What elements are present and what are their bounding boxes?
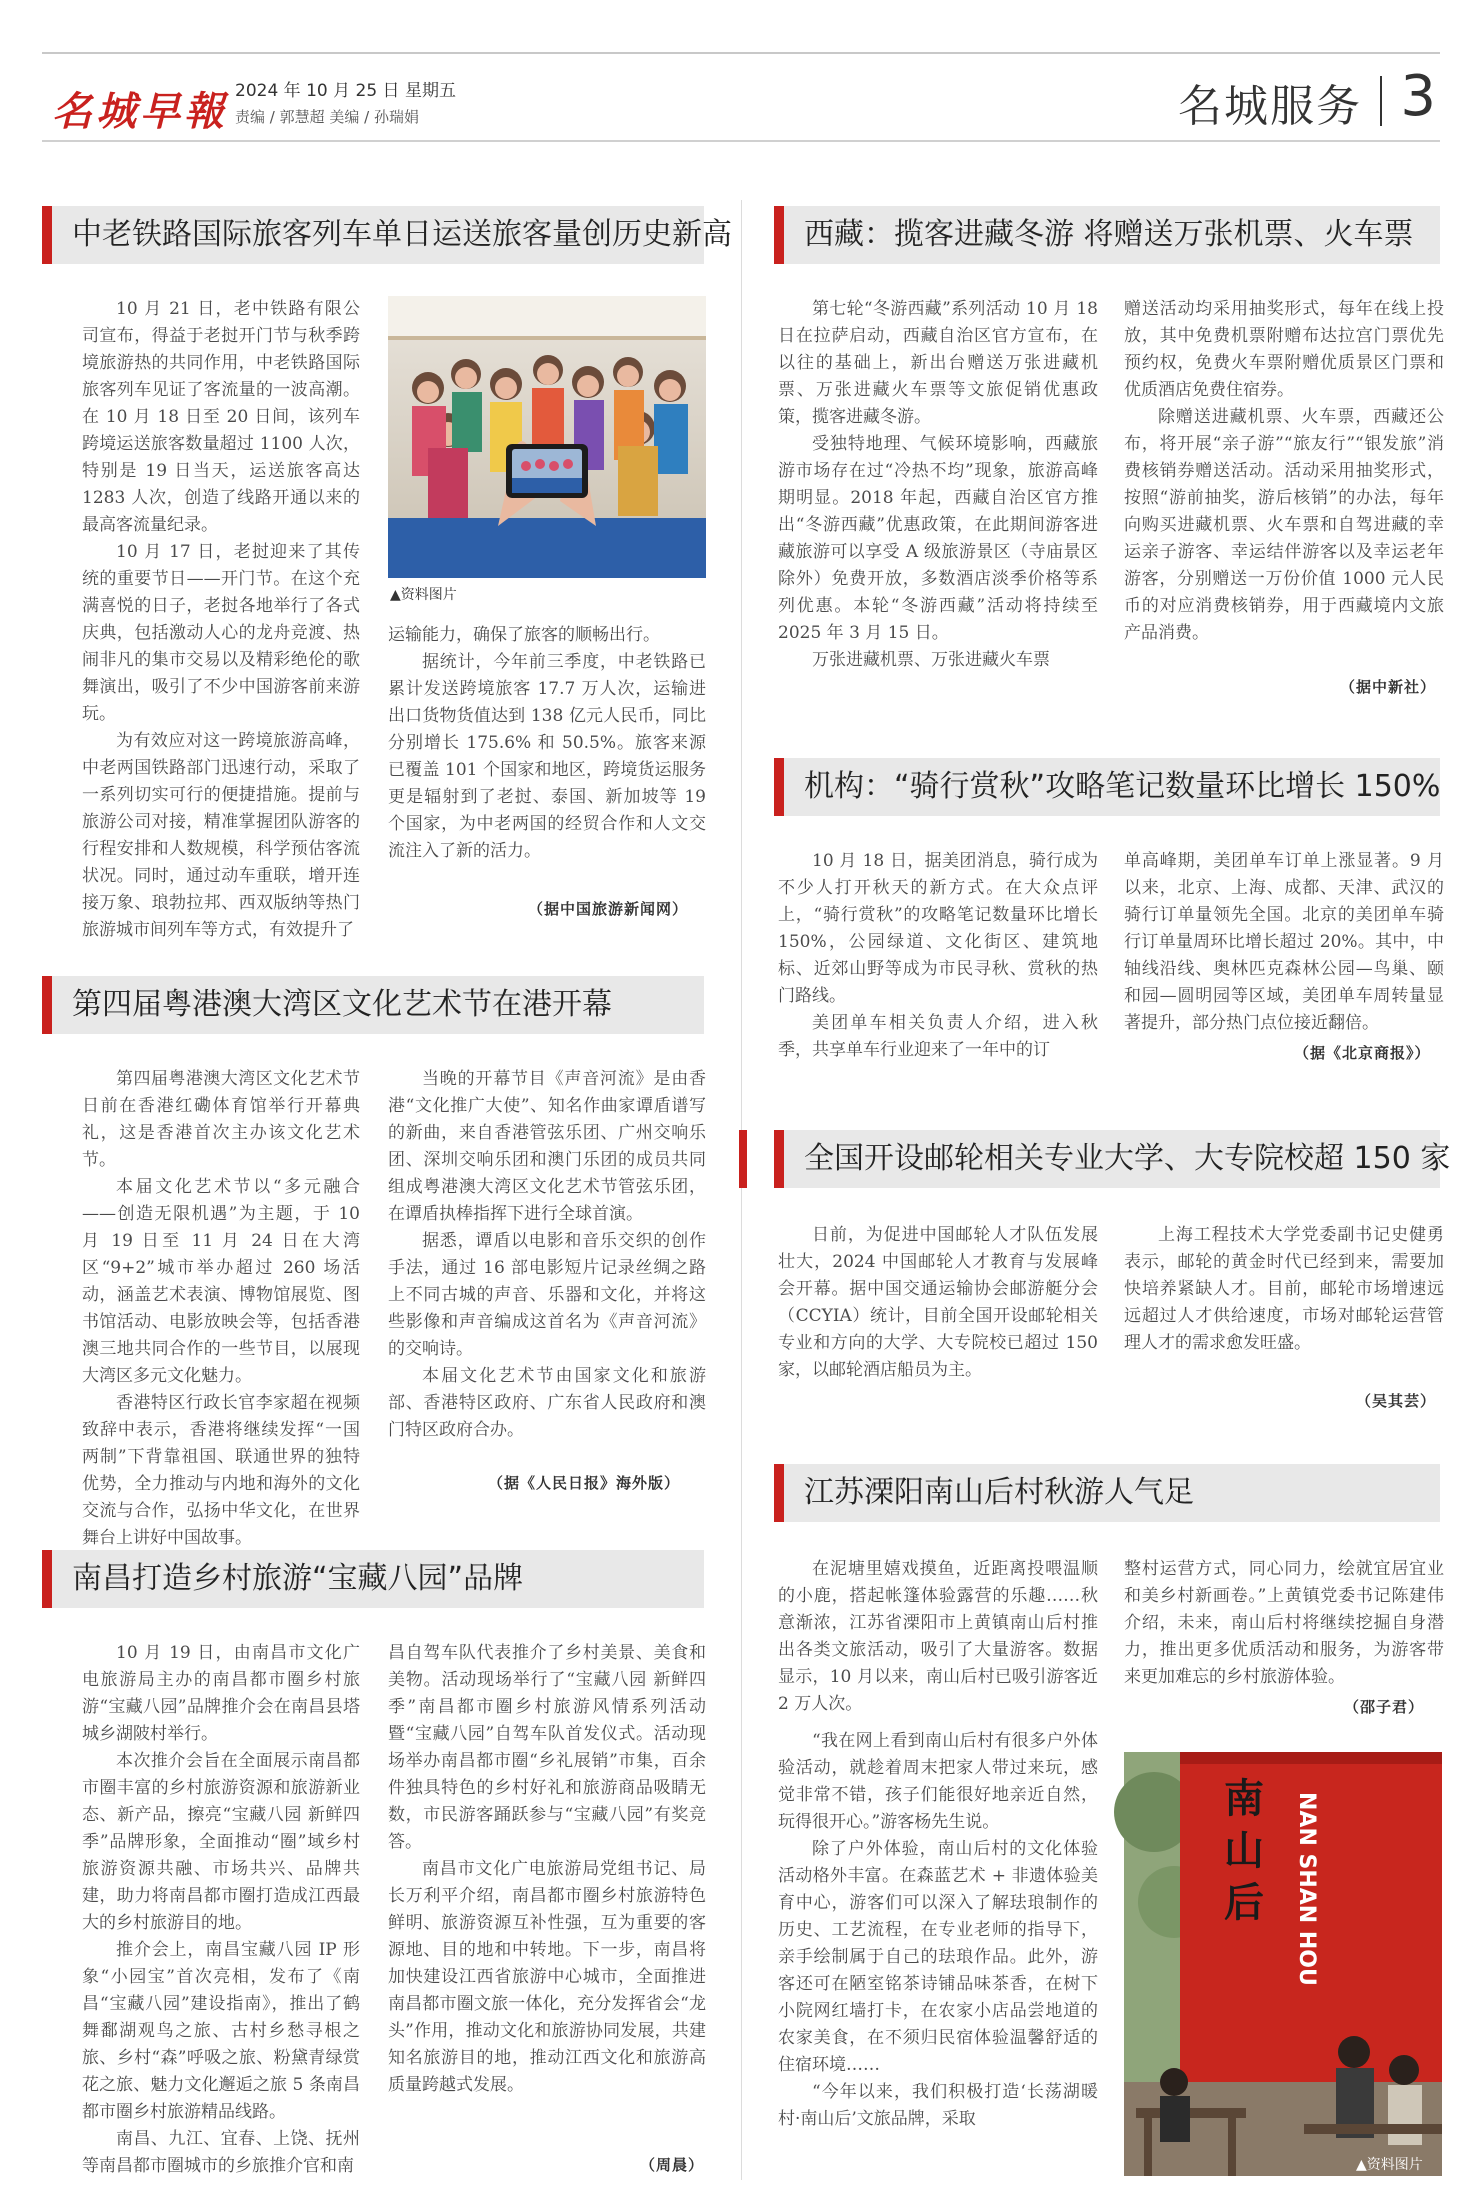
article3-col1: [82, 1640, 360, 2180]
paragraph: 本届文化艺术节以“多元融合——创造无限机遇”为主题，于 10 月 19 日至 11 月 24 日在大湾区“9+2”城市举办超过 260 场活动，涵盖艺术表演、博物馆展览、图书馆活动、电影放映会等，包括香港澳三地共同合作的一些节目，以展现大湾区多元文化魅力。: [82, 1177, 360, 1386]
photo-sign-text-3: 后: [1224, 1879, 1264, 1926]
paragraph: 10 月 21 日，老中铁路有限公司宣布，得益于老挝开门节与秋季跨境旅游热的共同作用，中老铁路国际旅客列车见证了客流量的一波高潮。在 10 月 18 日至 20 日间，该列车跨境运送旅客数量超过 1100 人次，特别是 19 日当天，运送旅客高达 1283 人次，创造了线路开通以来的最高客流量纪录。: [82, 299, 360, 535]
divider-accent-mark: [739, 1130, 747, 1188]
article3-headline: 南昌打造乡村旅游“宝藏八园”品牌: [42, 1550, 704, 1608]
paragraph: 10 月 18 日，据美团消息，骑行成为不少人打开秋天的新方式。在大众点评上，“骑行赏秋”的攻略笔记数量环比增长 150%，公园绿道、文化街区、建筑地标、近郊山野等成为市民寻秋、赏秋的热门路线。: [778, 851, 1098, 1006]
paragraph: 单高峰期，美团单车订单上涨显著。9 月以来，北京、上海、成都、天津、武汉的骑行订单量领先全国。北京的美团单车骑行订单量周环比增长超过 20%。其中，中轴线沿线、奥林匹克森林公园—鸟巢、颐和园—圆明园等区域，美团单车周转量显著提升，部分热门点位接近翻倍。: [1124, 851, 1444, 1033]
paragraph: 除赠送进藏机票、火车票，西藏还公布，将开展“亲子游”“旅友行”“银发旅”消费核销券赠送活动。活动采用抽奖形式，按照“游前抽奖，游后核销”的办法，每年向购买进藏机票、火车票和自驾进藏的幸运亲子游客、幸运结伴游客以及幸运老年游客，分别赠送一万份价值 1000 元人民币的对应消费核销券，用于西藏境内文旅产品消费。: [1124, 407, 1444, 643]
photo-sign-text-2: 山: [1224, 1827, 1264, 1874]
article5-source: （据《北京商报》）: [1294, 1044, 1431, 1062]
paragraph: 当晚的开幕节目《声音河流》是由香港“文化推广大使”、知名作曲家谭盾谱写的新曲，来自香港管弦乐团、广州交响乐团、深圳交响乐团和澳门乐团的成员共同组成粤港澳大湾区文化艺术节管弦乐团，在谭盾执棒指挥下进行全球首演。: [388, 1069, 706, 1224]
paragraph: 整村运营方式，同心同力，绘就宜居宜业和美乡村新画卷。”上黄镇党委书记陈建伟介绍，未来，南山后村将继续挖掘自身潜力，推出更多优质活动和服务，为游客带来更加难忘的乡村旅游体验。: [1124, 1559, 1444, 1687]
article6-col2: [1124, 1222, 1444, 1384]
paragraph: 南昌市文化广电旅游局党组书记、局长万利平介绍，南昌都市圈乡村旅游特色鲜明、旅游资源互补性强，互为重要的客源地、目的地和中转地。下一步，南昌将加快建设江西省旅游中心城市，全面推进南昌都市圈文旅一体化，充分发挥省会“龙头”作用，推动文化和旅游协同发展，共建知名旅游目的地，推动江西文化和旅游高质量跨越式发展。: [388, 1859, 706, 2095]
paragraph: 万张进藏机票、万张进藏火车票: [812, 650, 1050, 670]
article4-headline: 西藏：揽客进藏冬游 将赠送万张机票、火车票: [774, 206, 1440, 264]
column-divider: [741, 200, 742, 2180]
paragraph: 在泥塘里嬉戏摸鱼，近距离投喂温顺的小鹿，搭起帐篷体验露营的乐趣……秋意渐浓，江苏省溧阳市上黄镇南山后村推出各类文旅活动，吸引了大量游客。数据显示，10 月以来，南山后村已吸引游客近 2 万人次。: [778, 1559, 1098, 1714]
paragraph: “今年以来，我们积极打造‘长荡湖暖村·南山后’文旅品牌，采取: [778, 2082, 1098, 2129]
paragraph: 第四届粤港澳大湾区文化艺术节日前在香港红磡体育馆举行开幕典礼，这是香港首次主办该文化艺术节。: [82, 1069, 360, 1170]
paragraph: 10 月 19 日，由南昌市文化广电旅游局主办的南昌都市圈乡村旅游“宝藏八园”品牌推介会在南昌县塔城乡湖陂村举行。: [82, 1643, 360, 1744]
article7-col1b: [778, 1728, 1098, 2184]
paragraph: 为有效应对这一跨境旅游高峰，中老两国铁路部门迅速行动，采取了一系列切实可行的便捷措施。提前与旅游公司对接，精准掌握团队游客的行程安排和人数规模，科学预估客流状况。同时，通过动车重联，增开连接万象、琅勃拉邦、西双版纳等热门旅游城市间列车等方式，有效提升了: [82, 731, 360, 940]
paragraph: 南昌、九江、宜春、上饶、抚州等南昌都市圈城市的乡旅推介官和南: [82, 2129, 360, 2176]
photo-sign-text-1: 南: [1224, 1775, 1264, 1822]
page-number: 3: [1400, 64, 1436, 129]
paragraph: 上海工程技术大学党委副书记史健勇表示，邮轮的黄金时代已经到来，需要加快培养紧缺人才。目前，邮轮市场增速远远超过人才供给速度，市场对邮轮运营管理人才的需求愈发旺盛。: [1124, 1225, 1444, 1353]
paragraph: 赠送活动均采用抽奖形式，每年在线上投放，其中免费机票附赠布达拉宫门票优先预约权，免费火车票附赠优质景区门票和优质酒店免费住宿券。: [1124, 299, 1444, 400]
article1-headline: 中老铁路国际旅客列车单日运送旅客量创历史新高: [42, 206, 704, 264]
issue-date: 2024 年 10 月 25 日 星期五: [235, 81, 456, 101]
article3-source: （周晨）: [640, 2156, 705, 2174]
article1-photo-caption: ▲资料图片: [390, 587, 457, 603]
article2-source: （据《人民日报》海外版）: [488, 1474, 681, 1492]
masthead-top-rule: [42, 52, 1440, 54]
article7-photo-caption: ▲资料图片: [1356, 2157, 1423, 2173]
masthead-bottom-rule: [42, 140, 1440, 142]
paragraph: 除了户外体验，南山后村的文化体验活动格外丰富。在森蓝艺术 + 非遗体验美育中心，游客们可以深入了解珐琅制作的历史、工艺流程，在专业老师的指导下，亲手绘制属于自己的珐琅作品。此外，游客还可在陋室铭茶诗铺品味茶香，在树下小院网红墙打卡，在农家小店品尝地道的农家美食，在不须归民宿体验温馨舒适的住宿环境……: [778, 1839, 1098, 2075]
issue-credits: 责编 / 郭慧超 美编 / 孙瑞娟: [235, 108, 419, 126]
article2-col2: [388, 1066, 706, 1476]
paragraph: 据统计，今年前三季度，中老铁路已累计发送跨境旅客 17.7 万人次，运输进出口货物货值达到 138 亿元人民币，同比分别增长 175.6% 和 50.5%。旅客来源已覆盖 101 个国家和地区，跨境货运服务更是辐射到了老挝、泰国、新加坡等 19 个国家，为中老两国的经贸合作和人文交流注入了新的活力。: [388, 652, 706, 861]
article6-source: （吴其芸）: [1356, 1392, 1437, 1410]
article5-col2: [1124, 848, 1444, 1044]
article6-headline: 全国开设邮轮相关专业大学、大专院校超 150 家: [774, 1130, 1440, 1188]
section-divider: [1380, 76, 1382, 126]
article7-headline: 江苏溧阳南山后村秋游人气足: [774, 1464, 1440, 1522]
paragraph: 据悉，谭盾以电影和音乐交织的创作手法，通过 16 部电影短片记录丝绸之路上不同古城的声音、乐器和文化，并将这些影像和声音编成这首名为《声音河流》的交响诗。: [388, 1231, 706, 1359]
paragraph: 推介会上，南昌宝藏八园 IP 形象“小园宝”首次亮相，发布了《南昌“宝藏八园”建设指南》，推出了鹤舞鄱湖观鸟之旅、古村乡愁寻根之旅、乡村“森”呼吸之旅、粉黛青绿赏花之旅、魅力文化邂逅之旅 5 条南昌都市圈乡村旅游精品线路。: [82, 1940, 360, 2122]
article7-col1: [778, 1556, 1098, 1720]
paragraph: 第七轮“冬游西藏”系列活动 10 月 18 日在拉萨启动，西藏自治区官方宣布，在以往的基础上，新出台赠送万张进藏机票、万张进藏火车票等文旅促销优惠政策，揽客进藏冬游。: [778, 299, 1098, 427]
paragraph: 美团单车相关负责人介绍，进入秋季，共享单车行业迎来了一年中的订: [778, 1013, 1098, 1060]
article1-col1: [82, 296, 360, 940]
article4-col2: [1124, 296, 1444, 674]
article1-photo: [388, 296, 706, 578]
paragraph: 受独特地理、气候环境影响，西藏旅游市场存在过“冷热不均”现象，旅游高峰期明显。2018 年起，西藏自治区官方推出“冬游西藏”优惠政策，在此期间游客进藏旅游可以享受 A 级旅游景区（寺庙景区除外）免费开放，多数酒店淡季价格等系列优惠。本轮“冬游西藏”活动将持续至 2025 年 3 月 15 日。: [778, 434, 1098, 643]
photo-sign-latin: NAN SHAN HOU: [1294, 1792, 1319, 1986]
article5-headline: 机构：“骑行赏秋”攻略笔记数量环比增长 150%: [774, 758, 1440, 816]
paragraph: 10 月 17 日，老挝迎来了其传统的重要节日——开门节。在这个充满喜悦的日子，老挝各地举行了各式庆典，包括激动人心的龙舟竞渡、热闹非凡的集市交易以及精彩绝伦的歌舞演出，吸引了不少中国游客前来游玩。: [82, 542, 360, 724]
newspaper-logo: 名城早報: [52, 88, 228, 135]
article1-col2: [388, 622, 706, 892]
section-title: 名城服务: [1178, 81, 1362, 132]
article4-col1: [778, 296, 1098, 706]
issue-info: [235, 78, 456, 130]
paragraph: 本次推介会旨在全面展示南昌都市圈丰富的乡村旅游资源和旅游新业态、新产品，擦亮“宝藏八园 新鲜四季”品牌形象，全面推动“圈”域乡村旅游资源共融、市场共兴、品牌共建，助力将南昌都市圈打造成江西最大的乡村旅游目的地。: [82, 1751, 360, 1933]
article3-col2: [388, 1640, 706, 2154]
article2-headline: 第四届粤港澳大湾区文化艺术节在港开幕: [42, 976, 704, 1034]
article7-photo: [1124, 1752, 1442, 2176]
paragraph: 昌自驾车队代表推介了乡村美景、美食和美物。活动现场举行了“宝藏八园 新鲜四季”南昌都市圈乡村旅游风情系列活动暨“宝藏八园”自驾车队首发仪式。活动现场举办南昌都市圈“乡礼展销”市集，百余件独具特色的乡村好礼和旅游商品吸睛无数，市民游客踊跃参与“宝藏八园”有奖竞答。: [388, 1643, 706, 1852]
article7-source: （邵子君）: [1344, 1698, 1425, 1716]
article1-source: （据中国旅游新闻网）: [528, 900, 689, 918]
paragraph: 运输能力，确保了旅客的顺畅出行。: [388, 625, 660, 645]
article2-col1: [82, 1066, 360, 1548]
article5-col1: [778, 848, 1098, 1066]
paragraph: 日前，为促进中国邮轮人才队伍发展壮大，2024 中国邮轮人才教育与发展峰会开幕。据中国交通运输协会邮游艇分会（CCYIA）统计，目前全国开设邮轮相关专业和方向的大学、大专院校已超过 150 家，以邮轮酒店船员为主。: [778, 1225, 1098, 1380]
article4-source: （据中新社）: [1340, 678, 1437, 696]
paragraph: 本届文化艺术节由国家文化和旅游部、香港特区政府、广东省人民政府和澳门特区政府合办。: [388, 1366, 706, 1440]
paragraph: “我在网上看到南山后村有很多户外体验活动，就趁着周末把家人带过来玩，感觉非常不错，孩子们能很好地亲近自然，玩得很开心。”游客杨先生说。: [778, 1731, 1098, 1832]
paragraph: 香港特区行政长官李家超在视频致辞中表示，香港将继续发挥“一国两制”下背靠祖国、联通世界的独特优势，全力推动与内地和海外的文化交流与合作，弘扬中华文化，在世界舞台上讲好中国故事。: [82, 1393, 360, 1548]
article6-col1: [778, 1222, 1098, 1412]
